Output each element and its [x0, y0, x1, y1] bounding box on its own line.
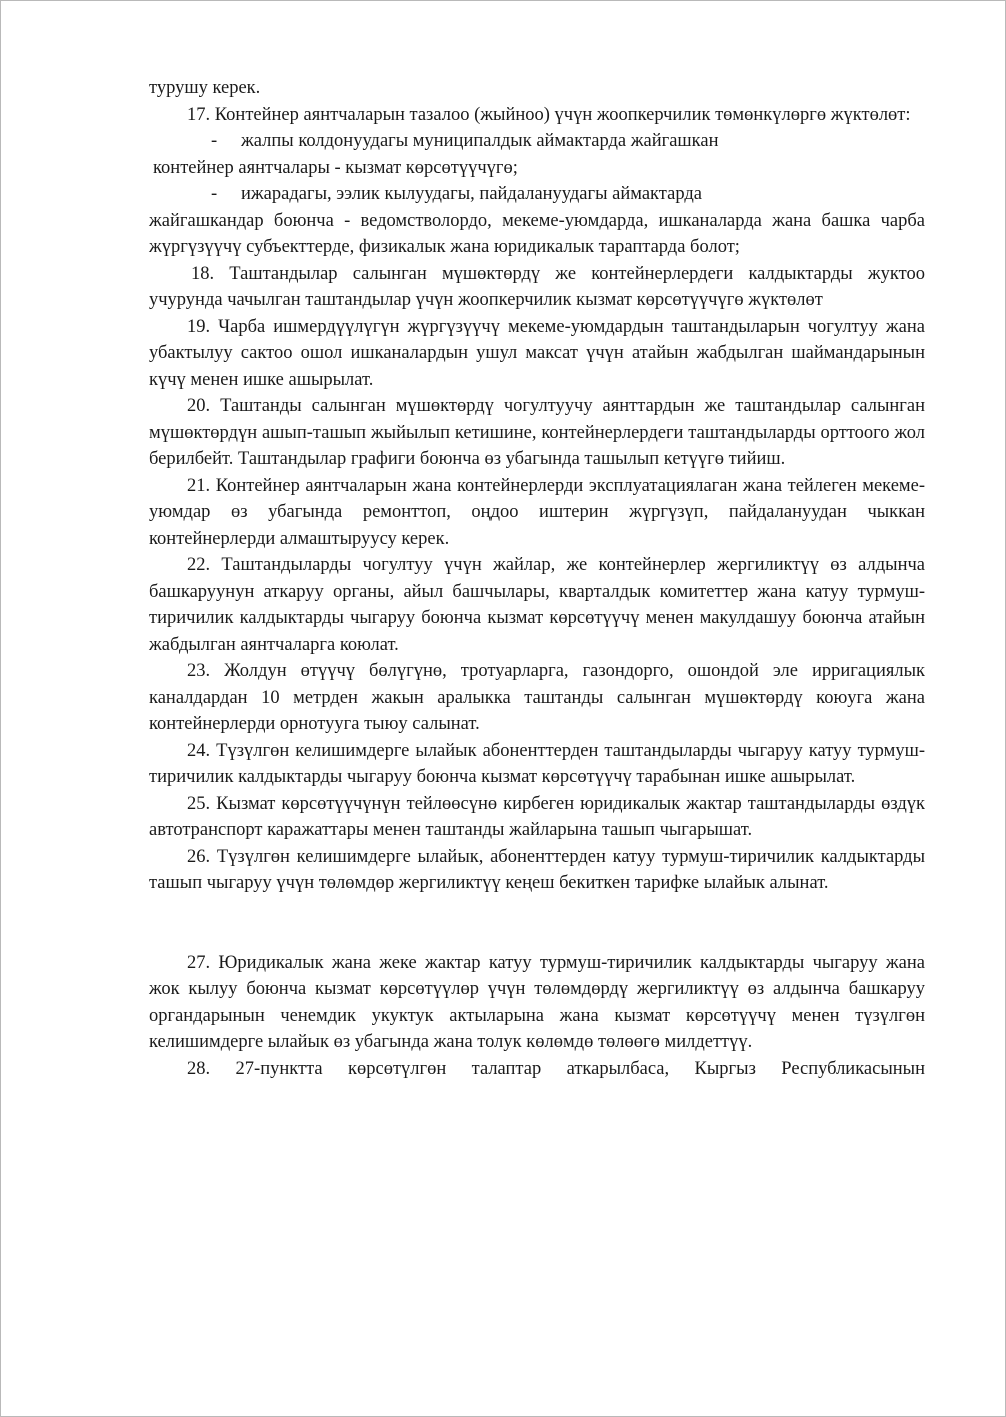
paragraph-text: 27-пунктта көрсөтүлгөн талаптар аткарылбаса, Кыргыз Республикасынын: [235, 1058, 925, 1079]
paragraph-21: [149, 473, 925, 553]
paragraph-text: Кызмат көрсөтүүчүнүн тейлөөсүнө кирбеген юридикалык жактар таштандыларды өздүк автотранспорт каражаттары менен таштанды жайларына ташып чыгарышат.: [149, 793, 926, 840]
paragraph-number: 26.: [187, 846, 211, 867]
paragraph-number: 24.: [187, 740, 211, 761]
paragraph-text: Контейнер аянтчаларын тазалоо (жыйноо) үчүн жоопкерчилик төмөнкүлөргө жүктөлөт:: [214, 104, 911, 125]
paragraph-26: [149, 844, 925, 897]
paragraph-number: 20.: [187, 396, 211, 416]
paragraph-number: 19.: [187, 316, 211, 337]
paragraph-number: 28.: [187, 1058, 211, 1079]
paragraph-19: [149, 314, 925, 394]
paragraph-22: [149, 552, 925, 658]
list-item-17b-line2: жайгашкандар боюнча - ведомстволордо, мекеме-уюмдарда, ишканаларда жана башка чарба жүргүзүүчү субъекттерде, физикалык жана юридикалык тараптарда болот;: [149, 210, 925, 257]
paragraph-24: [149, 738, 925, 791]
list-item-17a-line1: [149, 128, 925, 155]
paragraph-23: [149, 658, 925, 738]
list-item-17a-line2: контейнер аянтчалары - кызмат көрсөтүүчүгө;: [153, 157, 518, 178]
paragraph-text: Түзүлгөн келишимдерге ылайык, абоненттерден катуу турмуш-тиричилик калдыктарды ташып чыгаруу үчүн төлөмдөр жергиликтүү кеңеш бекиткен тарифке ылайык алынат.: [149, 846, 926, 893]
paragraph-number: 18.: [191, 263, 215, 284]
paragraph-text: Контейнер аянтчаларын жана контейнерлерди эксплуатациялаган жана тейлеген мекеме-уюмдар өз убагында ремонттоп, оңдоо иштерин жүргүзүп, пайдалануудан чыккан контейнерлерди алмаштыруусу керек.: [149, 475, 925, 549]
paragraph-text: Таштандылар салынган мүшөктөрдү же контейнерлердеги калдыктарды жуктоо учурунда чачылган таштандылар үчүн жоопкерчилик кызмат көрсөтүүчүгө жүктөлөт: [149, 263, 925, 310]
paragraph-text: Жолдун өтүүчү бөлүгүнө, тротуарларга, газондорго, ошондой эле ирригациялык каналдардан 10 метрден жакын аралыкка таштанды салынган мүшөктөрдү коюуга жана контейнерлерди орнотууга тыюу салынат.: [149, 661, 926, 734]
paragraph-number: 25.: [187, 793, 211, 814]
list-item-text: ижарадагы, ээлик кылуудагы, пайдалануудагы аймактарда: [241, 184, 702, 204]
continuation-line: турушу керек.: [149, 78, 261, 98]
paragraph-number: 23.: [187, 661, 211, 681]
dash-bullet: -: [211, 131, 218, 151]
paragraph-text: Чарба ишмердүүлүгүн жүргүзүүчү мекеме-уюмдардын таштандыларын чогултуу жана убактылуу сактоо ошол ишканалардын ушул максат үчүн атайын жабдылган шаймандарынын күчү менен ишке ашырылат.: [149, 316, 926, 390]
list-item-17b-line1: [149, 181, 925, 208]
paragraph-28: [149, 1056, 925, 1083]
dash-bullet: -: [211, 184, 218, 204]
paragraph-text: Таштанды салынган мүшөктөрдү чогултуучу аянттардын же таштандылар салынган мүшөктөрдүн ашып-ташып жыйылып кетишине, контейнерлердеги таштандыларды орттоого жол берилбейт. Таштандылар графиги боюнча өз убагында ташылып кетүүгө тийиш.: [149, 396, 926, 469]
paragraph-25: [149, 791, 925, 844]
paragraph-number: 17.: [187, 104, 211, 125]
paragraph-number: 27.: [187, 952, 211, 973]
paragraph-27: [149, 950, 925, 1056]
paragraph-number: 21.: [187, 475, 211, 496]
blank-gap: [149, 897, 925, 950]
paragraph-20: [149, 393, 925, 473]
paragraph-text: Түзүлгөн келишимдерге ылайык абоненттерден таштандыларды чыгаруу катуу турмуш-тиричилик калдыктарды чыгаруу боюнча кызмат көрсөтүүчү тарабынан ишке ашырылат.: [149, 740, 925, 787]
list-item-text: жалпы колдонуудагы муниципалдык аймактарда жайгашкан: [241, 131, 719, 151]
paragraph-number: 22.: [187, 555, 211, 575]
paragraph-17: [149, 102, 925, 129]
paragraph-text: Юридикалык жана жеке жактар катуу турмуш-тиричилик калдыктарды чыгаруу жана жок кылуу боюнча кызмат көрсөтүүлөр үчүн төлөмдөрдү жергиликтүү өз алдынча башкаруу органдарынын ченемдик укуктук актыларына жана кызмат көрсөтүүчү менен түзүлгөн келишимдерге ылайык өз убагында жана толук көлөмдө төлөөгө милдеттүү.: [149, 952, 925, 1052]
document-body: [149, 75, 925, 1082]
paragraph-text: Таштандыларды чогултуу үчүн жайлар, же контейнерлер жергиликтүү өз алдынча башкаруунун аткаруу органы, айыл башчылары, кварталдык комитеттер жана катуу турмуш-тиричилик калдыктарды чыгаруу боюнча кызмат көрсөтүүчү менен макулдашуу боюнча атайын жабдылган аянтчаларга коюлат.: [149, 555, 926, 655]
paragraph-18: [149, 261, 925, 314]
